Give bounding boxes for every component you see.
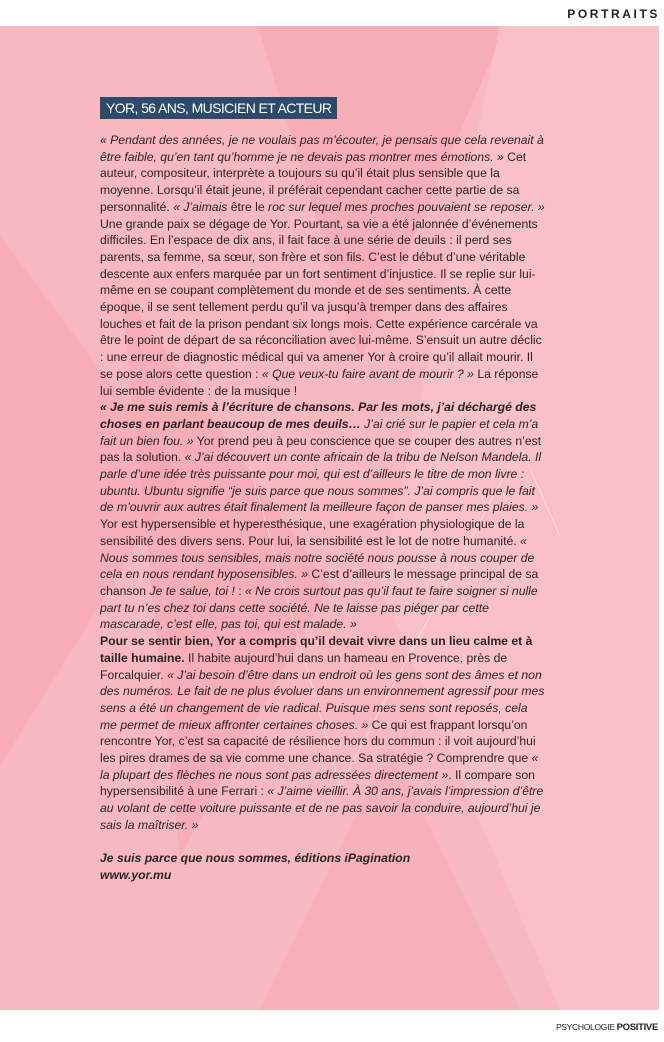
text-run: C’est d’ailleurs le message principal de sa chanson — [100, 567, 539, 598]
text-run: « J’aime vieillir. À 30 ans, j’avais l’impression d’être au volant de cette voiture puissante et de ne pas savoir la conduire, aujourd’hui je sais la maîtriser. » — [100, 784, 544, 832]
paragraph-hypersensitivity — [100, 516, 546, 633]
website-link[interactable]: www.yor.mu — [100, 867, 172, 882]
text-run: Je te salue, toi ! — [149, 583, 235, 598]
paragraph-provence — [100, 633, 546, 833]
paragraph-intro — [100, 132, 546, 399]
text-run: Une grande paix se dégage de Yor. Pourtant, sa vie a été jalonnée d’événements difficiles. En l’espace de dix ans, il fait face à une série de deuils : il perd ses parents, sa femme, sa sœur, son frère et son fils. C’est le début d’une véritable descente aux enfers marquée par un fort sentiment d’injustice. Il se replie sur lui-même en se coupant complètement du monde et de ses sentiments. À cette époque, il se sent tellement perdu qu’il va jusqu’à tremper dans des affaires louches et fait de la prison pendant six longs mois. Cette expérience carcérale va être le point de départ de sa réconciliation avec lui-même. S’ensuit un autre déclic : une erreur de diagnostic médical qui va amener Yor à croire qu’il allait mourir. Il se pose alors cette question : — [100, 216, 542, 381]
text-run: « J’ai découvert un conte africain de la tribu de Nelson Mandela. Il parle d’une idée très puissante pour moi, qui est d’ailleurs le titre de mon livre : ubuntu. Ubuntu signifie “je suis parce que nous sommes”. J’ai compris que le fait de m’ouvrir aux autres était finalement la meilleure façon de panser mes plaies. » — [100, 450, 542, 515]
text-run: « Que veux-tu faire avant de mourir ? » — [261, 366, 474, 381]
article-title: YOR, 56 ANS, MUSICIEN ET ACTEUR — [100, 97, 337, 119]
book-credit: Je suis parce que nous sommes, éditions iPagination — [100, 851, 411, 866]
text-run: Pour se sentir bien, Yor a compris qu’il devait vivre dans un lieu calme et à taille humaine. — [100, 634, 533, 665]
text-run: « Pendant des années, je ne voulais pas m’écouter, je pensais que cela revenait à être faible, qu’en tant qu’homme je ne devais pas montrer mes émotions. » — [100, 133, 544, 164]
text-run: Ce qui est frappant lorsqu’on rencontre Yor, c’est sa capacité de résilience hors du commun : il voit aujourd’hui les pires drames de sa vie comme une chance. Sa stratégie ? Comprendre que — [100, 717, 536, 766]
magazine-brand — [556, 1022, 658, 1033]
text-run: être le — [227, 199, 269, 214]
text-run: « Je me suis remis à l’écriture de chansons. Par les mots, j’ai déchargé des choses en parlant beaucoup de mes deuils… — [100, 400, 537, 431]
text-run: Yor est hypersensible et hyperesthésique, une exagération physiologique de la sensibilité des divers sens. Pour lui, la sensibilité est le lot de notre humanité. — [100, 517, 525, 548]
article-body — [100, 132, 546, 884]
text-run: Cet auteur, compositeur, interprète a toujours su qu’il était plus sensible que la moyenne. Lorsqu’il était jeune, il préférait cependant cacher cette partie de sa personnalité. — [100, 149, 527, 214]
text-run: « J’ai besoin d’être dans un endroit où les gens sont des âmes et non des numéros. Le fait de ne plus évoluer dans un environnement agressif pour mes sens a été un changement de vie radical. Puisque mes sens sont reposés, cela me permet de mieux affronter certaines choses. » — [100, 667, 545, 732]
section-label: PORTRAITS — [567, 7, 660, 21]
paragraph-ubuntu — [100, 399, 546, 516]
text-run: « Nous sommes tous sensibles, mais notre société nous pousse à nous couper de cela en nous rendant hyposensibles. » — [100, 533, 535, 582]
text-run: : — [234, 583, 246, 598]
text-run: J’ai crié sur le papier et cela m’a fait un bien fou. » — [100, 416, 539, 448]
text-run: Il habite aujourd’hui dans un hameau en Provence, près de Forcalquier. — [100, 650, 508, 682]
brand-bold: POSITIVE — [616, 1022, 658, 1033]
text-run: Yor prend peu à peu conscience que se couper des autres n’est pas la solution. — [100, 433, 542, 465]
text-run: roc sur lequel mes proches pouvaient se reposer. » — [268, 199, 545, 214]
text-run: « J’aimais — [173, 199, 228, 214]
text-run: La réponse lui semble évidente : de la musique ! — [100, 366, 539, 398]
text-run: « Ne crois surtout pas qu’il faut te faire soigner si nulle part tu n’es chez toi dans cette société. Ne te laisse pas piéger par cette mascarade, c’est elle, pas toi, qui est malade. » — [100, 583, 538, 632]
brand-light: PSYCHOLOGIE — [555, 1022, 617, 1032]
text-run: « la plupart des flèches ne nous sont pas adressées directement » — [100, 751, 539, 782]
text-run: . Il compare son hypersensibilité à une Ferrari : — [100, 767, 535, 799]
